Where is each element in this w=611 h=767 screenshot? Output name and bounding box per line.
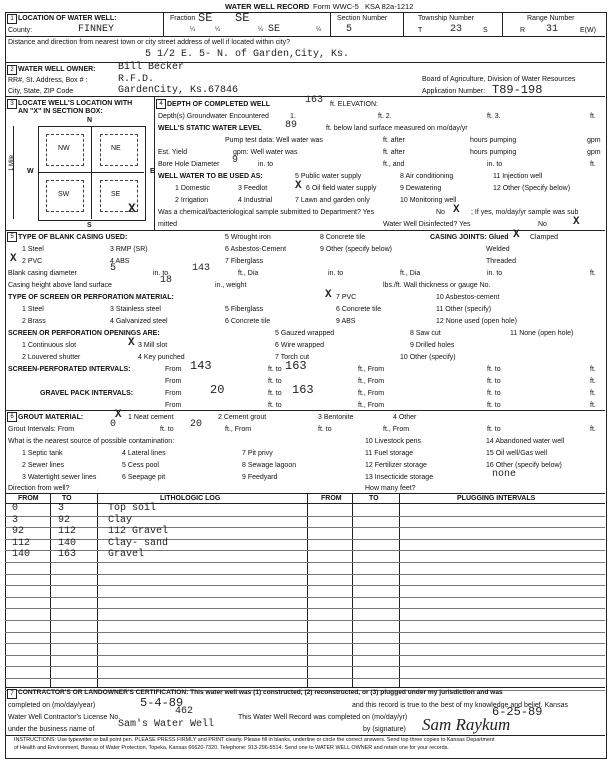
county-label: County: — [8, 27, 33, 34]
s1-title: LOCATION OF WATER WELL: — [18, 15, 117, 22]
open-1[interactable]: 1 Continuous slot — [22, 342, 77, 349]
diam-ft[interactable]: 143 — [192, 263, 211, 274]
contam-10[interactable]: 10 Livestock pens — [365, 438, 422, 445]
perf-ftc-r2: ft., From — [358, 378, 385, 385]
city-label: City, State, ZIP Code — [8, 88, 74, 95]
business-label: under the business name of — [8, 726, 95, 733]
open-3[interactable]: 3 Mill slot — [138, 342, 168, 349]
contam-5[interactable]: 5 Cess pool — [122, 462, 159, 469]
contam-16[interactable]: 16 Other (specify below) — [486, 462, 562, 469]
gravel-from-r2: From — [165, 402, 182, 409]
record-label: This Water Well Record was completed on (mo/day/yr) — [238, 714, 408, 721]
log-row-line — [5, 643, 605, 644]
divider — [352, 493, 353, 687]
use-8[interactable]: 8 Air conditioning — [400, 173, 454, 180]
casing-8[interactable]: 8 Concrete tile — [320, 234, 366, 241]
log-row-line — [5, 527, 605, 528]
log-from-cell[interactable]: 0 — [12, 503, 19, 514]
direction-label: Direction from well? — [8, 485, 70, 492]
diam-value[interactable]: 5 — [110, 263, 117, 274]
source-label: What is the nearest source of possible contamination: — [8, 438, 175, 445]
gravel-from-value[interactable]: 20 — [210, 383, 225, 397]
log-row-line — [5, 597, 605, 598]
log-from-cell[interactable]: 3 — [12, 515, 19, 526]
bore-in: in. to — [487, 161, 503, 168]
casing-lbs: lbs./ft. Wall thickness or gauge No. — [383, 282, 491, 289]
dia-to-1: in. to — [328, 270, 344, 277]
grout-to-3: ft. to — [487, 426, 501, 433]
section-7-number: 7 — [7, 689, 17, 699]
app-label: Application Number: — [422, 88, 486, 95]
est-label: Est. Yield — [158, 149, 188, 156]
use-12[interactable]: 12 Other (Specify below) — [493, 185, 571, 192]
contam-4[interactable]: 4 Lateral lines — [122, 450, 166, 457]
contam-14[interactable]: 14 Abandoned water well — [486, 438, 565, 445]
static-rest: ft. below land surface measured on mo/day/yr — [326, 125, 468, 132]
perf-label: SCREEN-PERFORATED INTERVALS: — [8, 366, 131, 373]
perf-from-r2: From — [165, 378, 182, 385]
divider — [502, 12, 503, 36]
signature-label: by (signature) — [363, 726, 406, 733]
perf-to: ft. to — [268, 366, 282, 373]
chem-mitted: mitted — [158, 221, 178, 228]
grout-to-2: ft. to — [318, 426, 332, 433]
perf-ft-2: ft. — [590, 366, 596, 373]
se-label: SE — [111, 191, 121, 198]
dia-ft: ft. — [590, 270, 596, 277]
quarter-4: ¼ — [316, 27, 322, 33]
section-6-number: 6 — [7, 412, 17, 422]
grout-to-value[interactable]: 20 — [190, 419, 203, 430]
open-3-x: X — [128, 337, 135, 349]
completed-label: completed on (mo/day/year) — [8, 702, 96, 709]
casing-1[interactable]: 1 Steel — [22, 246, 44, 253]
disinfected-no[interactable]: No — [538, 221, 547, 228]
casing-2[interactable]: 2 PVC — [22, 258, 43, 265]
s6-title: GROUT MATERIAL: — [18, 414, 84, 421]
open-5[interactable]: 5 Gauzed wrapped — [275, 330, 335, 337]
screen-8[interactable]: 6 Concrete tile — [336, 306, 382, 313]
screen-9[interactable]: 9 ABS — [336, 318, 356, 325]
casing-height-value[interactable]: 18 — [160, 275, 173, 286]
diam-label: Blank casing diameter — [8, 270, 77, 277]
gravel-from: From — [165, 390, 182, 397]
instructions-2: of Health and Environment, Bureau of Water Protection, Topeka, Kansas 66620-7320. Telephone: 913-296-5514. Send one to WATER WELL OWNER and retain one for your records. — [14, 745, 449, 751]
use-2[interactable]: 2 Irrigation — [175, 197, 209, 204]
gravel-label: GRAVEL PACK INTERVALS: — [40, 390, 134, 397]
log-to-header-2: TO — [369, 495, 379, 502]
divider — [399, 493, 400, 687]
contam-12[interactable]: 12 Fertilizer storage — [365, 462, 427, 469]
township-value[interactable]: 23 — [450, 24, 463, 35]
static-label: WELL'S STATIC WATER LEVEL — [158, 125, 262, 132]
log-description-cell[interactable]: 112 Gravel — [108, 526, 169, 537]
chem-rest: ; If yes, mo/day/yr sample was sub — [471, 209, 579, 216]
screen-1[interactable]: 1 Steel — [22, 306, 44, 313]
open-title: SCREEN OR PERFORATION OPENINGS ARE: — [8, 330, 160, 337]
grout-ftc: ft., From — [225, 426, 252, 433]
divider — [330, 12, 331, 36]
section-2-number: 2 — [7, 65, 17, 75]
log-from-header: FROM — [18, 495, 39, 502]
screen-title: TYPE OF SCREEN OR PERFORATION MATERIAL: — [8, 294, 174, 301]
pump-gpm: gpm — [587, 137, 601, 144]
perf-to2-r2: ft. to — [487, 378, 501, 385]
s-label: S — [483, 27, 488, 34]
use-title: WELL WATER TO BE USED AS: — [158, 173, 263, 180]
form-title: WATER WELL RECORD — [225, 2, 310, 11]
open-6[interactable]: 6 Wire wrapped — [275, 342, 325, 349]
range-label: Range Number — [527, 15, 575, 22]
open-11[interactable]: 11 None (open hole) — [510, 330, 574, 337]
pump-hours: hours pumping — [470, 137, 517, 144]
gravel-ft-2: ft. — [590, 390, 596, 397]
joints-x: X — [513, 229, 520, 241]
casing-9[interactable]: 9 Other (specify below) — [320, 246, 392, 253]
open-7[interactable]: 7 Torch cut — [275, 354, 310, 361]
grout-1[interactable]: 1 Neat cement — [128, 414, 174, 421]
compass-e: E — [150, 168, 155, 175]
grout-2[interactable]: 2 Cement grout — [218, 414, 267, 421]
depth-value[interactable]: 163 — [305, 95, 324, 106]
gravel-to2-r2: ft. to — [487, 402, 501, 409]
divider — [403, 12, 404, 36]
county-value[interactable]: FINNEY — [78, 24, 115, 35]
section-5-number: 5 — [7, 232, 17, 242]
log-row-line — [5, 585, 605, 586]
record-date[interactable]: 6-25-89 — [492, 705, 543, 719]
est-after: ft. after — [383, 149, 405, 156]
dia-2: ft., Dia — [400, 270, 421, 277]
section-3-number: 3 — [7, 99, 17, 109]
log-to-cell[interactable]: 112 — [58, 526, 77, 537]
log-row-line — [5, 620, 605, 621]
grout-from-value[interactable]: 0 — [110, 419, 117, 430]
screen-10[interactable]: 10 Asbestos-cement — [436, 294, 500, 301]
grout-to: ft. to — [160, 426, 174, 433]
license-value[interactable]: 462 — [175, 706, 194, 717]
gw-ft: ft. — [590, 113, 596, 120]
divider — [50, 493, 51, 687]
rule — [5, 735, 605, 736]
contam-7[interactable]: 7 Pit privy — [242, 450, 273, 457]
screen-5[interactable]: 5 Fiberglass — [225, 306, 264, 313]
compass-s: S — [87, 222, 92, 229]
board-label: Board of Agriculture, Division of Water Resources — [422, 76, 576, 83]
gravel-ft2-r2: ft. — [590, 402, 596, 409]
log-to-cell[interactable]: 163 — [58, 549, 77, 560]
section-label: Section Number — [337, 15, 388, 22]
section-1-number: 1 — [7, 14, 17, 24]
use-3[interactable]: 3 Feedlot — [238, 185, 268, 192]
perf-from: From — [165, 366, 182, 373]
use-11[interactable]: 11 Injection well — [493, 173, 543, 180]
log-row-line — [5, 550, 605, 551]
gravel-to: ft. to — [268, 390, 282, 397]
joints-threaded[interactable]: Threaded — [486, 258, 516, 265]
perf-from-value[interactable]: 143 — [190, 359, 212, 373]
bore-ft: ft. — [590, 161, 596, 168]
ksa-number: KSA 82a-1212 — [365, 2, 414, 11]
use-1[interactable]: 1 Domestic — [175, 185, 211, 192]
s3-title: LOCATE WELL'S LOCATION WITH — [18, 100, 133, 107]
depth-label: DEPTH OF COMPLETED WELL — [167, 101, 271, 108]
divider — [154, 96, 155, 230]
gw-3: ft. 3. — [487, 113, 501, 120]
township-label: Township Number — [418, 15, 475, 22]
s2-title: WATER WELL OWNER: — [18, 66, 96, 73]
fraction-label: Fraction — [170, 15, 196, 22]
license-label: Water Well Contractor's License No. — [8, 714, 121, 721]
divider — [97, 493, 98, 687]
contam-1[interactable]: 1 Septic tank — [22, 450, 63, 457]
grout-3[interactable]: 3 Bentonite — [318, 414, 354, 421]
screen-7[interactable]: 7 PVC — [336, 294, 357, 301]
open-2[interactable]: 2 Louvered shutter — [22, 354, 81, 361]
screen-3[interactable]: 3 Stainless steel — [110, 306, 161, 313]
log-row-line — [5, 608, 605, 609]
log-from-header-2: FROM — [321, 495, 342, 502]
log-from-cell[interactable]: 112 — [12, 538, 31, 549]
grout-1-x: X — [115, 409, 122, 421]
perf-to-2: ft. to — [487, 366, 501, 373]
bore-and: ft., and — [383, 161, 405, 168]
log-row-line — [5, 574, 605, 575]
signature[interactable]: Sam Raykum — [422, 715, 511, 734]
disinfected-x: X — [573, 216, 580, 228]
ew-label: E(W) — [580, 27, 596, 34]
open-9[interactable]: 9 Drilled holes — [410, 342, 455, 349]
howmany-label: How many feet? — [365, 485, 416, 492]
compass-w: W — [27, 168, 34, 175]
joints-label: CASING JOINTS: Glued — [430, 234, 509, 241]
gravel-to-2: ft. to — [487, 390, 501, 397]
open-10[interactable]: 10 Other (specify) — [400, 354, 456, 361]
divider — [307, 493, 308, 687]
joints-welded[interactable]: Welded — [486, 246, 510, 253]
screen-2[interactable]: 2 Brass — [22, 318, 46, 325]
mile-label: 1 Mile — [9, 154, 16, 172]
ne-label: NE — [111, 145, 121, 152]
gravel-to-value[interactable]: 163 — [292, 383, 314, 397]
distance-label: Distance and direction from nearest town or city street address of well if located within city? — [8, 39, 291, 46]
r-label: R — [520, 27, 526, 34]
log-row-line — [5, 678, 605, 679]
s7-title: CONTRACTOR'S OR LANDOWNER'S CERTIFICATION: This water well was (1) constructed, (2) reconstructed, or (3) plugged under my jurisdiction and was — [18, 689, 503, 696]
quarter-3: ¼ — [258, 27, 264, 33]
contam-2[interactable]: 2 Sewer lines — [22, 462, 65, 469]
log-row-line — [5, 632, 605, 633]
grout-4[interactable]: 4 Other — [393, 414, 417, 421]
bore-label: Bore Hole Diameter — [158, 161, 220, 168]
log-description-cell[interactable]: Gravel — [108, 549, 145, 560]
grout-intervals-label: Grout Intervals: From — [8, 426, 75, 433]
screen-12[interactable]: 12 None used (open hole) — [436, 318, 517, 325]
contam-3[interactable]: 3 Watertight sewer lines — [22, 474, 97, 481]
city-value[interactable]: GardenCity, Ks.67846 — [118, 85, 239, 96]
pump-after: ft. after — [383, 137, 405, 144]
log-to-header: TO — [62, 495, 72, 502]
log-description-cell[interactable]: Clay- sand — [108, 538, 169, 549]
fraction-2[interactable]: SE — [235, 11, 250, 25]
contam-13[interactable]: 13 Insecticide storage — [365, 474, 434, 481]
dia-1: ft., Dia — [238, 270, 259, 277]
casing-5[interactable]: 5 Wrought iron — [225, 234, 271, 241]
perf-ft2-r2: ft. — [590, 378, 596, 385]
casing-6[interactable]: 6 Asbestos-Cement — [225, 246, 287, 253]
open-4[interactable]: 4 Key punched — [138, 354, 185, 361]
use-7[interactable]: 7 Lawn and garden only — [295, 197, 370, 204]
disinfected-label: Water Well Disinfected? Yes — [383, 221, 471, 228]
rule — [38, 172, 144, 173]
bore-value[interactable]: 9 — [232, 155, 239, 166]
log-lith-header: LITHOLOGIC LOG — [160, 495, 221, 502]
casing-4[interactable]: 4 ABS — [110, 258, 130, 265]
chem-label: Was a chemical/bacteriological sample submitted to Department? Yes — [158, 209, 375, 216]
gravel-to-r2: ft. to — [268, 402, 282, 409]
chem-no[interactable]: No — [436, 209, 445, 216]
rr-value[interactable]: R.F.D. — [118, 74, 155, 85]
casing-height-label: Casing height above land surface — [8, 282, 112, 289]
grout-ftc-2: ft., From — [383, 426, 410, 433]
use-5[interactable]: 5 Public water supply — [295, 173, 362, 180]
est-hours: hours pumping — [470, 149, 517, 156]
section-4-number: 4 — [156, 99, 166, 109]
true-label: and this record is true to the best of my knowledge and belief. Kansas — [352, 702, 568, 709]
divider — [13, 126, 14, 219]
use-9[interactable]: 9 Dewatering — [400, 185, 442, 192]
log-to-cell[interactable]: 92 — [58, 515, 71, 526]
gravel-ftc-r2: ft., From — [358, 402, 385, 409]
perf-ftc: ft., From — [358, 366, 385, 373]
business-value[interactable]: Sam's Water Well — [118, 719, 215, 730]
pump-label: Pump test data: Well water was — [225, 137, 323, 144]
casing-weight: in., weight — [215, 282, 247, 289]
static-value[interactable]: 89 — [285, 120, 298, 131]
nw-label: NW — [58, 145, 70, 152]
log-from-cell[interactable]: 92 — [12, 526, 25, 537]
open-8[interactable]: 8 Saw cut — [410, 330, 441, 337]
fraction-1[interactable]: SE — [198, 11, 213, 25]
joints-clamped[interactable]: Clamped — [530, 234, 559, 241]
quarter-2: ¼ — [215, 27, 221, 33]
log-to-cell[interactable]: 3 — [58, 503, 65, 514]
instructions-1: INSTRUCTIONS: Use typewriter or ball point pen. PLEASE PRESS FIRMLY and PRINT clearly. Please fill in blanks, underline or circle the correct answers. Send top three copies to Kansas Department — [14, 737, 495, 743]
screen-11[interactable]: 11 Other (specify) — [436, 306, 492, 313]
gravel-ftc: ft., From — [358, 390, 385, 397]
log-from-cell[interactable]: 140 — [12, 549, 31, 560]
chem-no-x: X — [453, 204, 460, 216]
log-row-line — [5, 516, 605, 517]
screen-4[interactable]: 4 Galvanized steel — [110, 318, 168, 325]
use-10[interactable]: 10 Monitoring well — [400, 197, 457, 204]
screen-pvc-x: X — [325, 289, 332, 301]
range-value[interactable]: 31 — [546, 24, 559, 35]
grout-ft-3: ft. — [590, 426, 596, 433]
contam-8[interactable]: 8 Sewage lagoon — [242, 462, 297, 469]
est-label-2: gpm: Well water was — [233, 149, 298, 156]
use-6-x: X — [295, 180, 302, 192]
quarter-1: ¼ — [190, 27, 196, 33]
log-plug-header: PLUGGING INTERVALS — [457, 495, 536, 502]
est-gpm: gpm — [587, 149, 601, 156]
well-x-mark: X — [128, 201, 136, 216]
casing-3[interactable]: 3 RMP (SR) — [110, 246, 148, 253]
dia-to-2: in. to — [487, 270, 503, 277]
elevation-label: ft. ELEVATION: — [330, 101, 378, 108]
log-row-line — [5, 539, 605, 540]
gw-2: ft. 2. — [378, 113, 392, 120]
log-row-line — [5, 562, 605, 563]
contam-11[interactable]: 11 Fuel storage — [365, 450, 414, 457]
rule — [5, 687, 605, 688]
compass-n: N — [87, 117, 93, 124]
screen-6[interactable]: 6 Concrete tile — [225, 318, 271, 325]
rule — [5, 503, 605, 504]
use-4[interactable]: 4 Industrial — [238, 197, 273, 204]
app-value[interactable]: T89-198 — [492, 83, 543, 97]
rule — [5, 493, 605, 494]
divider — [163, 12, 164, 36]
rule — [5, 36, 605, 37]
log-to-cell[interactable]: 140 — [58, 538, 77, 549]
distance-value[interactable]: 5 1/2 E. 5- N. of Garden,City, Ks. — [145, 49, 350, 60]
fraction-3[interactable]: SE — [268, 24, 281, 35]
bore-rest: in. to — [258, 161, 274, 168]
contam-15[interactable]: 15 Oil well/Gas well — [486, 450, 548, 457]
use-6[interactable]: 6 Oil field water supply — [306, 185, 377, 192]
casing-7[interactable]: 7 Fiberglass — [225, 258, 264, 265]
sw-label: SW — [58, 191, 70, 198]
s3-title2: AN "X" IN SECTION BOX: — [18, 108, 103, 115]
log-description-cell[interactable]: Clay — [108, 515, 133, 526]
completed-value[interactable]: 5-4-89 — [140, 696, 184, 710]
gw-1: 1. — [290, 113, 296, 120]
owner-value[interactable]: Bill Becker — [118, 62, 185, 73]
perf-to-r2: ft. to — [268, 378, 282, 385]
casing-2-x: X — [10, 253, 17, 265]
rule — [5, 62, 605, 63]
contam-6[interactable]: 6 Seepage pit — [122, 474, 166, 481]
form-number: Form WWC-5 — [313, 2, 359, 11]
rule — [5, 410, 605, 411]
perf-to-value[interactable]: 163 — [285, 359, 307, 373]
contam-9[interactable]: 9 Feedyard — [242, 474, 278, 481]
diam-to: in. to — [153, 270, 169, 277]
log-description-cell[interactable]: Top soil — [108, 503, 157, 514]
s5-title: TYPE OF BLANK CASING USED: — [18, 234, 128, 241]
contam-none[interactable]: none — [492, 469, 517, 480]
log-row-line — [5, 655, 605, 656]
t-label: T — [418, 27, 423, 34]
rr-label: RR#, St. Address, Box # : — [8, 77, 88, 84]
log-row-line — [5, 666, 605, 667]
section-value[interactable]: 5 — [346, 24, 353, 35]
gw-label: Depth(s) Groundwater Encountered — [158, 113, 269, 120]
